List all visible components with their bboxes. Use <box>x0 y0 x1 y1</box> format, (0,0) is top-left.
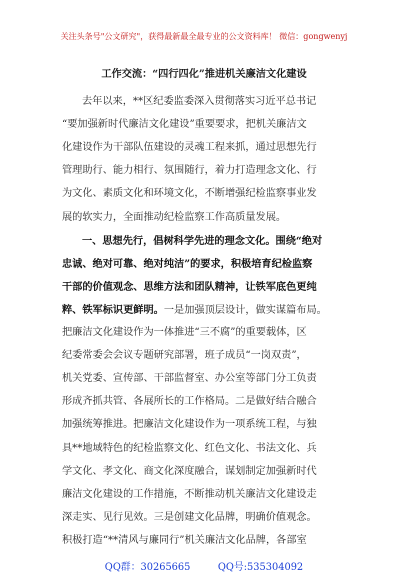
paragraph-line <box>62 164 356 178</box>
paragraph-line <box>62 395 356 409</box>
text-segment: 去年以来，**区纪委监委深入贯彻落实习近平总书记 <box>82 96 317 107</box>
text-segment: 纪委常委会会议专题研究部署，班子成员“一岗双责”， <box>62 350 307 362</box>
paragraph-line <box>62 442 356 456</box>
footer-contact <box>4 561 404 574</box>
paragraph-line <box>62 534 356 548</box>
paragraph-line <box>82 234 356 249</box>
paragraph-line <box>62 141 356 155</box>
paragraph-line <box>62 511 356 525</box>
document-title: 工作交流：“四行四化”推进机关廉洁文化建设 <box>101 68 307 80</box>
bold-text-segment: 粹、铁军标识更鲜明。 <box>62 303 164 316</box>
paragraph-line <box>62 211 356 225</box>
text-segment: “要加强新时代廉洁文化建设”重要要求，把机关廉洁文 <box>62 119 307 131</box>
header-banner: 关注头条号"公文研究"，获得最新最全最专业的公文资料库！ 微信：gongwenyj <box>60 31 348 41</box>
bold-text-segment: 忠诚、绝对可靠、绝对纯洁”的要求，积极培育纪检监察 <box>62 257 313 270</box>
bold-text-segment: 干部的价值观念、思维方法和团队精神，让铁军底色更纯 <box>62 280 317 293</box>
paragraph-line <box>82 95 356 109</box>
footer-qq-number: QQ号:535304092 <box>217 562 304 573</box>
text-segment: 机关党委、宣传部、干部监督室、办公室等部门分工负责 <box>62 373 317 385</box>
text-segment: 具**地域特色的纪检监察文化、红色文化、书法文化、兵 <box>62 442 317 454</box>
paragraph-line <box>62 118 356 132</box>
text-segment: 为文化、素质文化和环境文化，不断增强纪检监察事业发 <box>62 188 317 200</box>
paragraph-line <box>62 187 356 201</box>
paragraph-line <box>62 488 356 502</box>
paragraph-line <box>62 465 356 479</box>
paragraph-line <box>62 349 356 363</box>
text-segment: 把廉洁文化建设作为一体推进“三不腐”的重要载体，区 <box>62 327 307 338</box>
text-segment: 廉洁文化建设的工作措施，不断推动机关廉洁文化建设走 <box>62 488 317 500</box>
text-segment: 积极打造“**清风与廉同行”机关廉洁文化品牌，各部室 <box>62 534 307 546</box>
paragraph-line <box>62 280 356 295</box>
paragraph-line <box>62 372 356 386</box>
text-segment: 学文化、孝文化、商文化深度融合，谋划制定加强新时代 <box>62 465 317 477</box>
text-segment: 管理助行、能力相行、氛围随行，着力打造理念文化、行 <box>62 165 317 177</box>
text-segment: 化建设作为干部队伍建设的灵魂工程来抓，通过思想先行 <box>62 142 317 154</box>
text-segment: 形成齐抓共管、各展所长的工作格局。二是做好结合融合 <box>62 396 317 408</box>
footer-qq-group: QQ群：30265665 <box>104 562 191 573</box>
text-segment: 一是加强顶层设计，做实谋篇布局。 <box>163 304 327 316</box>
text-segment: 展的软实力，全面推动纪检监察工作高质量发展。 <box>62 211 287 223</box>
paragraph-line <box>62 257 356 272</box>
bold-text-segment: 一、思想先行，倡树科学先进的理念文化。围绕“绝对 <box>82 234 323 247</box>
text-segment: 加强统筹推进。把廉洁文化建设作为一项系统工程，与独 <box>62 419 317 431</box>
paragraph-line <box>62 303 356 318</box>
text-segment: 深走实、见行见效。三是创建文化品牌，明确价值观念。 <box>62 511 317 523</box>
paragraph-line <box>62 418 356 432</box>
paragraph-line <box>62 326 356 340</box>
